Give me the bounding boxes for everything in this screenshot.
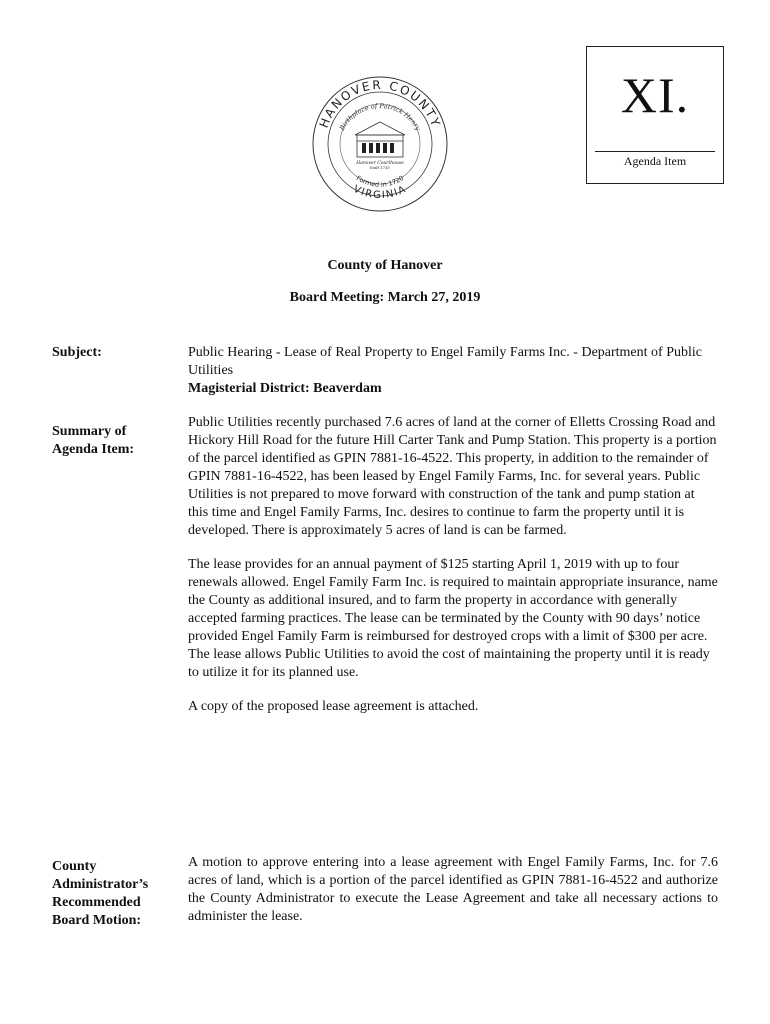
subject-label: Subject: xyxy=(52,345,102,360)
summary-label-line1: Summary of xyxy=(52,424,127,439)
motion-label-line4: Board Motion: xyxy=(52,913,142,928)
svg-text:VIRGINIA: VIRGINIA xyxy=(351,183,409,202)
county-heading: County of Hanover xyxy=(327,258,443,273)
agenda-item-box xyxy=(586,46,724,184)
agenda-item-label: Agenda Item xyxy=(623,154,687,168)
motion-text: A motion to approve entering into a lease agreement with Engel Family Farms, Inc. for 7.6 acres of land, which is a portion of the parcel identified as GPIN 7881-16-4522 and authorize the County Administrator to execute the Lease Agreement and take all necessary actions to administer the lease. xyxy=(188,855,718,924)
magisterial-district: Magisterial District: Beaverdam xyxy=(188,381,382,396)
motion-label-line1: County xyxy=(52,859,97,874)
summary-paragraph-2: The lease provides for an annual payment of $125 starting April 1, 2019 with up to four renewals allowed. Engel Family Farm Inc. is required to maintain appropriate insurance, name the County as additional insured, and to farm the property in accordance with generally accepted farming practices. The lease can be terminated by the County with 90 days’ notice provided Engel Family Farm is reimbursed for destroyed crops with a limit of $300 per acre. The lease allows Public Utilities to avoid the cost of maintaining the property until it is ready to utilize it for its planned use. xyxy=(188,557,718,680)
motion-label-line3: Recommended xyxy=(52,895,141,910)
county-seal-logo xyxy=(311,75,449,213)
svg-text:HANOVER COUNTY: HANOVER COUNTY xyxy=(316,77,444,130)
summary-label xyxy=(52,423,177,459)
subject-text: Public Hearing - Lease of Real Property to Engel Family Farms Inc. - Department of Public Utilities xyxy=(188,345,702,378)
svg-text:Hanover Courthouse: Hanover Courthouse xyxy=(356,161,404,166)
summary-section xyxy=(188,414,718,716)
agenda-item-divider xyxy=(595,151,715,152)
svg-text:built 1735: built 1735 xyxy=(370,165,390,170)
motion-label-line2: Administrator’s xyxy=(52,877,149,892)
summary-paragraph-1: Public Utilities recently purchased 7.6 acres of land at the corner of Elletts Crossing Road and Hickory Hill Road for the future Hill Carter Tank and Pump Station. This property is a portion of the parcel identified as GPIN 7881-16-4522. This property, in addition to the remainder of GPIN 7881-16-4522, has been leased by Engel Family Farms, Inc. for several years. Public Utilities is not prepared to move forward with construction of the tank and pump station at this time and Engel Family Farms, Inc. desires to continue to farm the property until it is developed. There is approximately 5 acres of land is can be farmed. xyxy=(188,415,717,538)
subject-section xyxy=(188,344,718,398)
svg-text:Formed in 1720: Formed in 1720 xyxy=(354,174,406,189)
motion-label xyxy=(52,858,177,930)
motion-section xyxy=(188,854,718,926)
summary-label-line2: Agenda Item: xyxy=(52,442,135,457)
svg-text:Birthplace of Patrick Henry: Birthplace of Patrick Henry xyxy=(337,101,423,132)
meeting-heading: Board Meeting: March 27, 2019 xyxy=(289,290,481,305)
summary-paragraph-3: A copy of the proposed lease agreement is attached. xyxy=(188,699,479,714)
agenda-item-number: XI. xyxy=(620,67,690,123)
